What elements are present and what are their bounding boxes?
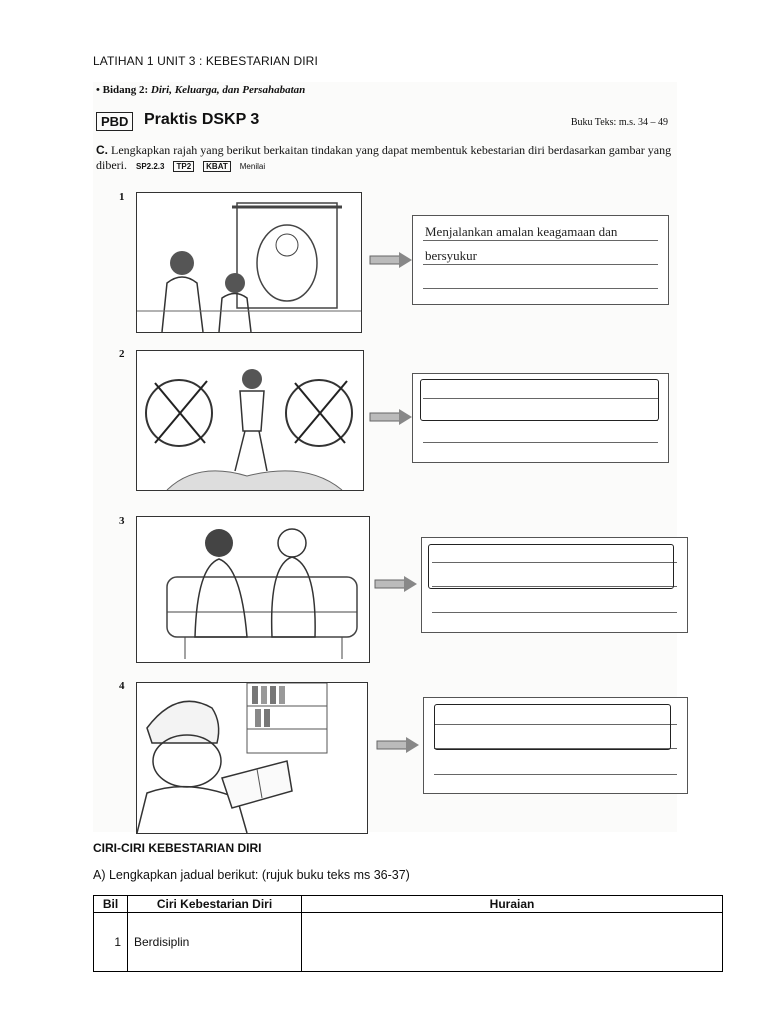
answer-input-box[interactable] [428, 544, 674, 589]
answer-text: bersyukur [425, 248, 477, 263]
illustration-praying [136, 192, 362, 333]
cell-ciri: Berdisiplin [128, 913, 302, 972]
instruction-letter: C. [96, 143, 108, 157]
item-number: 3 [119, 515, 125, 527]
kbat-value: Menilai [239, 162, 266, 171]
praktis-title: Praktis DSKP 3 [144, 111, 260, 128]
arrow-right-icon [374, 576, 418, 592]
illustration-boy-reading [136, 682, 368, 834]
header-huraian: Huraian [302, 896, 723, 913]
arrow-right-icon [369, 409, 413, 425]
header-bil: Bil [94, 896, 128, 913]
document-title: LATIHAN 1 UNIT 3 : KEBESTARIAN DIRI [93, 54, 318, 68]
kbat-label: KBAT [203, 161, 231, 172]
answer-input-box[interactable] [420, 379, 659, 421]
table-row [94, 913, 723, 972]
answer-box [412, 215, 669, 305]
bidang-heading: • Bidang 2: Diri, Keluarga, dan Persahabatan [96, 84, 306, 96]
answer-text: Menjalankan amalan keagamaan dan [425, 224, 618, 239]
illustration-cross-out [136, 350, 364, 491]
sp-code: SP2.2.3 [136, 162, 165, 171]
answer-line [432, 612, 677, 613]
illustration-family-sofa [136, 516, 370, 663]
section-instruction: A) Lengkapkan jadual berikut: (rujuk buku teks ms 36-37) [93, 868, 410, 882]
instruction-c [96, 143, 674, 174]
section-title: CIRI-CIRI KEBESTARIAN DIRI [93, 841, 262, 855]
cell-bil: 1 [94, 913, 128, 972]
answer-line [434, 774, 677, 775]
header-ciri: Ciri Kebestarian Diri [128, 896, 302, 913]
answer-line [423, 264, 658, 265]
buku-teks-ref: Buku Teks: m.s. 34 – 49 [570, 117, 668, 128]
answer-line [423, 240, 658, 241]
pbd-badge: PBD [96, 112, 133, 131]
item-number: 1 [119, 191, 125, 203]
answer-line [423, 288, 658, 289]
item-number: 4 [119, 680, 125, 692]
instruction-text: Lengkapkan rajah yang berikut berkaitan tindakan yang dapat membentuk kebestarian diri berdasarkan gambar yang diberi. [96, 143, 672, 172]
bidang-prefix: Bidang 2: [102, 84, 149, 96]
answer-input-box[interactable] [434, 704, 671, 750]
answer-line [423, 442, 658, 443]
cell-huraian[interactable] [302, 913, 723, 972]
arrow-right-icon [369, 252, 413, 268]
tp-label: TP2 [173, 161, 194, 172]
bidang-topic: Diri, Keluarga, dan Persahabatan [150, 84, 306, 96]
item-number: 2 [119, 348, 125, 360]
ciri-table [93, 895, 723, 972]
table-header-row [94, 896, 723, 913]
pbd-header [96, 111, 672, 133]
arrow-right-icon [376, 737, 420, 753]
